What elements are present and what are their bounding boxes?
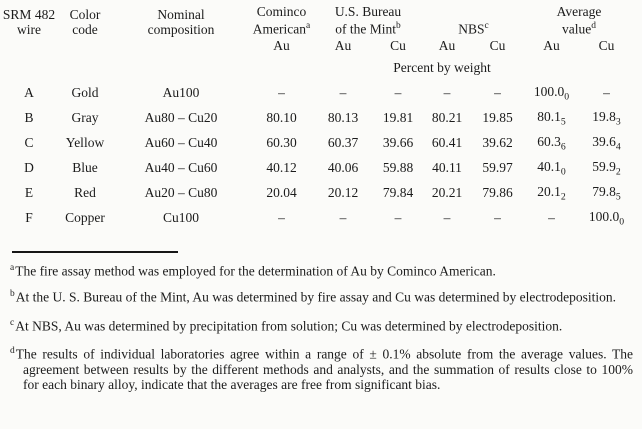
cell-mint-cu: –	[394, 210, 402, 225]
table-row-e	[0, 181, 634, 206]
cell-average-cu: $79.8_5$	[592, 183, 621, 203]
cell-mint-cu: 19.81	[382, 110, 414, 125]
footnote-text: At the U. S. Bureau of the Mint, Au was determined by fire assay and Cu was determined by electrodeposition.	[15, 289, 616, 304]
footnote-marker: a	[10, 262, 15, 273]
units-label: Percent by weight	[393, 59, 491, 75]
cell-average-au: $80.1_5$	[537, 108, 566, 128]
cell-mint-au: –	[339, 210, 347, 225]
footnotes-section	[10, 261, 633, 393]
header-line: SRM 482	[2, 6, 56, 22]
cell-nbs-au: 60.41	[431, 135, 463, 150]
cell-nbs-cu: 59.97	[482, 160, 513, 175]
cell-average-au: $20.1_2$	[537, 183, 566, 203]
table-row-a	[0, 81, 634, 106]
cell-cominco-au: 60.30	[266, 135, 297, 150]
units-spacer	[0, 55, 250, 81]
cell-mint-cu: –	[394, 85, 402, 100]
footnote-text: At NBS, Au was determined by precipitation from solution; Cu was determined by electrodeposition.	[15, 318, 563, 333]
cell-nbs-cu: 79.86	[482, 185, 513, 200]
footnote-marker: c	[10, 317, 15, 328]
cell-nbs-au: 80.21	[431, 110, 463, 125]
cell-nbs-au: –	[443, 85, 451, 100]
cell-nominal-composition: Au20 – Cu80	[144, 185, 218, 200]
footnote-marker: b	[10, 288, 15, 299]
cell-nominal-composition: Au80 – Cu20	[144, 110, 218, 125]
subheader-empty	[112, 37, 250, 55]
units-row	[0, 55, 634, 81]
cell-mint-au: 40.06	[327, 160, 359, 175]
table-row-f	[0, 206, 634, 231]
cell-nbs-au: 40.11	[432, 160, 462, 175]
header-line: value$^d$	[562, 21, 596, 37]
cell-average-au: $60.3_6$	[537, 133, 566, 153]
srm-482-composition-table	[0, 4, 634, 231]
cell-nbs-cu: –	[494, 210, 501, 225]
footnote-rule	[12, 251, 178, 253]
table-header-row	[0, 4, 634, 37]
cell-average-au: –	[548, 210, 555, 225]
cell-cominco-au: 20.04	[266, 185, 297, 200]
document-page	[0, 4, 642, 429]
table-subheader-row	[0, 37, 634, 55]
subheader-mint-cu: Cu	[390, 37, 406, 53]
cell-cominco-au: 80.10	[266, 110, 297, 125]
subheader-empty	[0, 37, 58, 55]
subheader-average-cu: Cu	[598, 37, 615, 53]
cell-average-au: $40.1_0$	[537, 158, 566, 178]
cell-wire: F	[25, 210, 33, 225]
header-line: Cominco	[256, 4, 307, 19]
cell-color-code: Copper	[65, 210, 105, 225]
footnote-text: The fire assay method was employed for the determination of Au by Cominco American.	[15, 263, 496, 278]
cell-mint-cu: 79.84	[382, 185, 414, 200]
footnote-b	[10, 287, 633, 305]
header-line: U.S. Bureau	[334, 4, 402, 19]
subheader-nbs-cu: Cu	[489, 37, 506, 53]
cell-color-code: Red	[74, 185, 96, 200]
cell-nominal-composition: Au100	[162, 85, 200, 100]
cell-cominco-au: –	[278, 85, 285, 100]
header-line: code	[72, 21, 98, 37]
cell-nominal-composition: Cu100	[162, 210, 199, 225]
footnote-text: The results of individual laboratories agree within a range of ± 0.1% absolute from the average values. The agreement between results by the different methods and analysts, and the summation of results close to 100% for each binary alloy, indicate that the averages are free from significant bias.	[15, 346, 633, 392]
cell-color-code: Blue	[72, 160, 98, 175]
cell-nbs-au: –	[443, 210, 451, 225]
cell-color-code: Gray	[71, 110, 99, 125]
cell-average-cu: $100.0_0$	[588, 208, 625, 228]
header-average-value	[524, 4, 634, 37]
header-line: NBS$^c$	[458, 21, 489, 37]
cell-color-code: Gold	[71, 85, 99, 100]
footnote-marker: d	[10, 345, 15, 356]
cell-average-cu: $19.8_3$	[592, 108, 621, 128]
cell-color-code: Yellow	[65, 135, 105, 150]
cell-nominal-composition: Au40 – Cu60	[144, 160, 218, 175]
header-line: Nominal	[157, 6, 205, 22]
cell-nbs-cu: –	[494, 85, 501, 100]
cell-nominal-composition: Au60 – Cu40	[144, 135, 218, 150]
table-row-b	[0, 106, 634, 131]
header-line: of the Mint$^b$	[335, 21, 401, 37]
subheader-nbs-au: Au	[438, 37, 456, 53]
cell-wire: C	[24, 135, 34, 150]
cell-mint-au: –	[339, 85, 347, 100]
header-line: Color	[69, 6, 101, 22]
cell-average-cu: $39.6_4$	[592, 133, 621, 153]
cell-nbs-cu: 19.85	[482, 110, 513, 125]
cell-wire: B	[24, 110, 34, 125]
subheader-empty	[58, 37, 112, 55]
cell-nbs-cu: 39.62	[482, 135, 513, 150]
cell-mint-au: 20.12	[327, 185, 359, 200]
header-line: Average	[556, 4, 602, 19]
cell-mint-au: 80.13	[327, 110, 359, 125]
header-cominco-american	[250, 4, 313, 37]
cell-wire: D	[24, 160, 34, 175]
header-nominal-composition	[112, 4, 250, 37]
cell-cominco-au: 40.12	[266, 160, 297, 175]
subheader-cominco-au: Au	[273, 37, 290, 53]
cell-wire: A	[24, 85, 34, 100]
subheader-average-au: Au	[543, 37, 560, 53]
cell-mint-au: 60.37	[327, 135, 359, 150]
footnote-a	[10, 261, 633, 279]
cell-average-cu: –	[603, 85, 610, 100]
header-line: wire	[17, 21, 41, 37]
header-line: American$^a$	[252, 21, 311, 37]
header-line: composition	[147, 21, 215, 37]
cell-nbs-au: 20.21	[431, 185, 463, 200]
cell-wire: E	[24, 185, 34, 200]
table-row-c	[0, 131, 634, 156]
subheader-mint-au: Au	[334, 37, 352, 53]
cell-mint-cu: 59.88	[382, 160, 414, 175]
footnote-d	[10, 344, 633, 393]
cell-mint-cu: 39.66	[382, 135, 414, 150]
cell-average-cu: $59.9_2$	[592, 158, 621, 178]
cell-average-au: $100.0_0$	[533, 83, 570, 103]
table-row-d	[0, 156, 634, 181]
footnote-c	[10, 316, 633, 334]
cell-cominco-au: –	[278, 210, 285, 225]
